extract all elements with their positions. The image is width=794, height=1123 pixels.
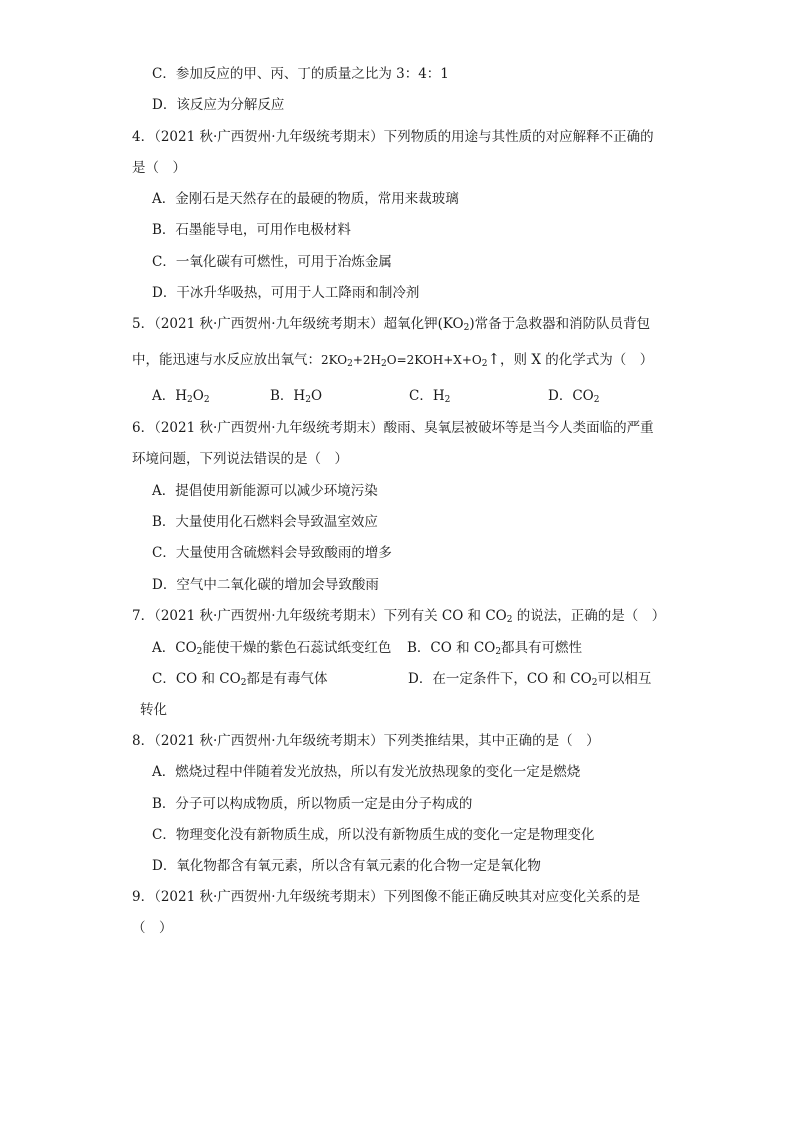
- q7-option-d-continued: 转化: [140, 702, 167, 718]
- q6-option-a: A．提倡使用新能源可以减少环境污染: [152, 483, 378, 499]
- q5-stem-line1: 5．（2021 秋·广西贺州·九年级统考期末）超氧化钾$(KO_2)$常备于急救器和消防队员背包: [132, 316, 651, 333]
- q3-option-c: C．参加反应的甲、丙、丁的质量之比为 3：4：1: [152, 66, 449, 82]
- q5-options: [152, 386, 712, 406]
- q5-option-c: C．$H_2$: [409, 388, 451, 405]
- q7-stem: 7．（2021 秋·广西贺州·九年级统考期末）下列有关 CO 和 $CO_2$ 的说法，正确的是（ ）: [132, 608, 666, 625]
- q4-stem-line1: 4．（2021 秋·广西贺州·九年级统考期末）下列物质的用途与其性质的对应解释不正确的: [132, 129, 654, 145]
- q7-options-row1: [152, 638, 672, 658]
- q5-stem-line2: 中，能迅速与水反应放出氧气：$2KO_2+2H_2O=2KOH+X+O_2↑$，则 X 的化学式为（ ）: [132, 350, 654, 369]
- q9-stem-line2: （ ）: [132, 920, 173, 936]
- q5-option-d: D．$CO_2$: [548, 388, 600, 405]
- q6-option-b: B．大量使用化石燃料会导致温室效应: [152, 514, 378, 530]
- q3-option-d: D．该反应为分解反应: [152, 97, 285, 113]
- q5-option-a: A．$H_2O_2$: [152, 388, 210, 405]
- q4-option-c: C．一氧化碳有可燃性，可用于冶炼金属: [152, 254, 392, 270]
- q6-stem-line1: 6．（2021 秋·广西贺州·九年级统考期末）酸雨、臭氧层被破坏等是当今人类面临的严重: [132, 420, 654, 436]
- q8-option-b: B．分子可以构成物质，所以物质一定是由分子构成的: [152, 796, 473, 812]
- q8-option-d: D．氧化物都含有氧元素，所以含有氧元素的化合物一定是氧化物: [152, 858, 541, 874]
- q6-option-c: C．大量使用含硫燃料会导致酸雨的增多: [152, 545, 392, 561]
- q4-stem-line2: 是（ ）: [132, 160, 186, 176]
- q7-option-b: B．CO 和 $CO_2$都具有可燃性: [407, 640, 583, 657]
- q7-options-row2: [152, 669, 672, 689]
- q9-stem-line1: 9．（2021 秋·广西贺州·九年级统考期末）下列图像不能正确反映其对应变化关系的是: [132, 889, 641, 905]
- q5-equation: $2KO_2+2H_2O=2KOH+X+O_2↑$: [321, 350, 501, 369]
- q7-option-c: C．CO 和 $CO_2$都是有毒气体: [152, 671, 328, 688]
- q8-option-a: A．燃烧过程中伴随着发光放热，所以有发光放热现象的变化一定是燃烧: [152, 764, 581, 780]
- q8-stem: 8．（2021 秋·广西贺州·九年级统考期末）下列类推结果，其中正确的是（ ）: [132, 733, 600, 749]
- q7-option-a: A．$CO_2$能使干燥的紫色石蕊试纸变红色: [152, 640, 392, 657]
- q7-option-d: D．在一定条件下，CO 和 $CO_2$可以相互: [408, 671, 652, 688]
- q4-option-b: B．石墨能导电，可用作电极材料: [152, 222, 351, 238]
- q4-option-d: D．干冰升华吸热，可用于人工降雨和制冷剂: [152, 285, 420, 301]
- q4-option-a: A．金刚石是天然存在的最硬的物质，常用来裁玻璃: [152, 191, 459, 207]
- q5-option-b: B．$H_2O$: [270, 388, 323, 405]
- q6-stem-line2: 环境问题，下列说法错误的是（ ）: [132, 451, 348, 467]
- q8-option-c: C．物理变化没有新物质生成，所以没有新物质生成的变化一定是物理变化: [152, 827, 595, 843]
- q6-option-d: D．空气中二氧化碳的增加会导致酸雨: [152, 577, 379, 593]
